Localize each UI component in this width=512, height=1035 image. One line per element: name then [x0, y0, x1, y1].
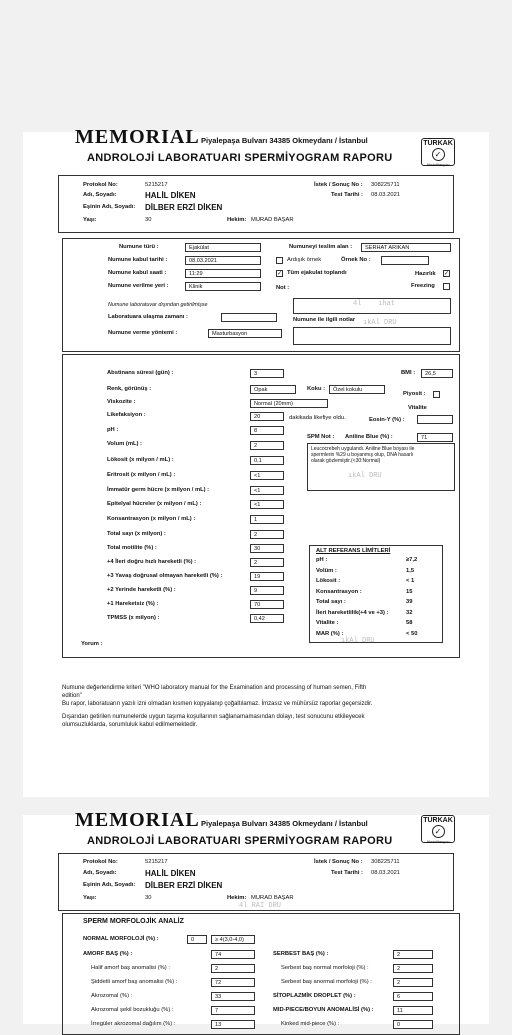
lokosit-label: Lökosit (x milyon / mL) : [107, 457, 174, 463]
patient-header-box [58, 175, 454, 233]
check-icon: ✓ [432, 825, 445, 838]
istek-label: İstek / Sonuç No : [314, 182, 363, 188]
reference-value: 32 [406, 609, 413, 616]
morphology-box [62, 913, 460, 1035]
morphology-value: 13 [211, 1020, 255, 1029]
renk-field: Opak [250, 385, 296, 394]
bmi-field: 26,5 [421, 369, 453, 378]
likefaksiyon-label: Likefaksiyon : [107, 412, 146, 418]
volum-field: 2 [250, 441, 284, 450]
patient-header-box [58, 853, 454, 911]
disinda-note: Numune laboratuvar dışından getirilmişse [108, 302, 208, 308]
test-tarihi-label: Test Tarihi : [331, 870, 363, 876]
turkak-label: TÜRKAK [423, 140, 453, 147]
footer-line-1: Numune değerlendirme kriteri "WHO laboratory manual for the Examination and processing of human semen, Fifth [62, 685, 367, 691]
protokol-label: Protokol No: [83, 182, 118, 188]
ph-field: 8 [250, 426, 284, 435]
ilgili-notlar-field [293, 327, 451, 345]
footer-line-4: Dışarıdan getirilen numunelerde uygun taşıma koşullarının sağlanamamasından dolayı, test sonucunu etkileyecek [62, 714, 365, 720]
toplam-motilite-field: 30 [250, 544, 284, 553]
turu-field: Ejakülat [185, 243, 261, 252]
turu-label: Numune türü : [119, 244, 159, 250]
morphology-value: 2 [393, 964, 433, 973]
volum-label: Volum (mL) : [107, 441, 142, 447]
verilme-label: Numune verilme yeri : [108, 283, 169, 289]
reference-limits-box [309, 545, 443, 643]
morphology-label: Şiddetli amorf baş anomalisi (%) : [91, 979, 178, 985]
es-label: Eşinin Adı, Soyadı: [83, 204, 136, 210]
morphology-value: 0 [393, 1020, 433, 1029]
reference-value: 1,5 [406, 567, 415, 574]
tum-ejakulat-checkbox[interactable]: ✓ [277, 271, 283, 277]
protokol-label: Protokol No: [83, 859, 118, 865]
reference-value: ≥7,2 [406, 557, 418, 563]
konsantrasyon-field: 1 [250, 515, 284, 524]
kabul-saati-label: Numune kabul saati : [108, 270, 167, 276]
likefaksiyon-field: 20 [250, 412, 284, 421]
spouse-name: DİLBER ERZİ DİKEN [145, 203, 223, 212]
yerinde-field: 9 [250, 586, 284, 595]
adsoyad-label: Adı, Soyadı: [83, 870, 117, 876]
kabul-tarihi-field: 08.03.2021 [185, 256, 261, 265]
reference-value: < 50 [406, 630, 418, 637]
reference-label: Vitalite : [316, 620, 339, 626]
yavas-label: +3 Yavaş doğrusal olmayan hareketli (%) : [107, 573, 223, 579]
kabul-saati-field: 11:29 [185, 269, 261, 278]
aniline-label: Aniline Blue (%) : [345, 434, 393, 440]
istek-value: 308225711 [371, 859, 400, 865]
yontem-field: Masturbasyon [208, 329, 282, 338]
yerinde-label: +2 Yerinde hareketli (%) : [107, 587, 176, 593]
turkak-badge [421, 815, 455, 843]
piyosit-checkbox[interactable] [433, 391, 440, 398]
morphology-value: 2 [393, 978, 433, 987]
reference-label: Konsantrasyon : [316, 588, 362, 595]
adsoyad-label: Adı, Soyadı: [83, 192, 117, 198]
piyosit-label: Piyosit : [403, 391, 426, 397]
freezing-label: Freezing [411, 283, 435, 289]
toplam-motilite-label: Total motilite (%) : [107, 545, 157, 551]
viskozite-label: Viskozite : [107, 399, 136, 405]
stamp-mark: 4l ıhat [353, 300, 396, 308]
normal-morfoloji-label: NORMAL MORFOLOJİ (%) : [83, 936, 159, 942]
yas-value: 30 [145, 895, 152, 901]
morphology-label: AMORF BAŞ (%) : [83, 951, 133, 957]
yavas-field: 19 [250, 572, 284, 581]
viskozite-field: Normal (20mm) [250, 399, 328, 408]
patient-name: HALİL DİKEN [145, 869, 196, 878]
ph-label: pH : [107, 427, 119, 433]
istek-value: 308225711 [371, 182, 400, 188]
morphology-value: 2 [211, 964, 255, 973]
test-tarihi-value: 08.03.2021 [371, 870, 401, 876]
memorial-logo: MEMORIAL [75, 126, 200, 148]
morphology-title: SPERM MORFOLOJİK ANALİZ [83, 918, 184, 925]
morphology-label: Serbest baş anormal morfoloji (%) : [281, 979, 372, 985]
koku-field: Özel kokulu [329, 385, 385, 394]
morphology-value: 72 [211, 978, 255, 987]
freezing-checkbox[interactable] [443, 283, 450, 290]
hospital-address: Piyalepaşa Bulvarı 34385 Okmeydanı / İstanbul [201, 819, 368, 828]
results-box [62, 354, 460, 658]
kabul-tarihi-label: Numune kabul tarihi : [108, 257, 168, 263]
morphology-value: 74 [211, 950, 255, 959]
reference-label: MAR (%) : [316, 630, 344, 637]
reference-label: Volüm : [316, 567, 337, 574]
report-title: ANDROLOJİ LABORATUARI SPERMİYOGRAM RAPORU [87, 152, 393, 164]
morphology-value: 7 [211, 1006, 255, 1015]
morphology-label: SERBEST BAŞ (%) : [273, 951, 329, 957]
morphology-label: İrregüler akrozomal dağılım (%) : [91, 1021, 176, 1027]
es-label: Eşinin Adı, Soyadı: [83, 882, 136, 888]
test-tarihi-value: 08.03.2021 [371, 192, 401, 198]
immatur-label: İmmatür germ hücre (x milyon / mL) : [107, 487, 210, 493]
ardisik-label: Ardışık örnek [287, 257, 322, 263]
report-page-2 [23, 809, 489, 1028]
footer-line-2: edition" [62, 693, 82, 699]
teslim-label: Numuneyi teslim alan : [289, 244, 353, 250]
ileri-hizli-field: 2 [250, 558, 284, 567]
immatur-field: <1 [250, 486, 284, 495]
yorum-label: Yorum : [81, 641, 103, 647]
normal-morfoloji-field: 0 [187, 935, 207, 944]
reference-label: pH : [316, 557, 328, 563]
dakika-label: dakikada likefiye oldu. [289, 415, 346, 421]
vitalite-label: Vitalite [408, 405, 427, 411]
lokosit-field: 0,1 [250, 456, 284, 465]
ulasma-field [221, 313, 277, 322]
reference-value: 15 [406, 588, 413, 595]
morphology-label: Halif amorf baş anomalisi (%) : [91, 965, 170, 971]
yontem-label: Numune verme yöntemi : [108, 330, 178, 336]
ilgili-notlar-label: Numune ile ilgili notlar [293, 317, 356, 323]
epitelyal-label: Epitelyal hücreler (x milyon / mL) : [107, 501, 202, 507]
ornek-no-field [381, 256, 429, 265]
reference-title: ALT REFERANS LİMİTLERİ [316, 548, 391, 554]
ornek-no-label: Örnek No : [341, 257, 371, 263]
not-label: Not : [276, 285, 290, 291]
badge-sub: Akreditasyon [426, 839, 450, 844]
eritrosit-label: Eritrosit (x milyon / mL) : [107, 472, 176, 478]
ileri-hizli-label: +4 İleri doğru hızlı hareketli (%) : [107, 559, 197, 565]
morphology-value: 2 [393, 950, 433, 959]
tpmss-field: 0,42 [250, 614, 284, 623]
epitelyal-field: <1 [250, 500, 284, 509]
spm-note-line-3: olarak gözlemiştir.(<30:Normal) [311, 458, 381, 464]
morphology-value: 6 [393, 992, 433, 1001]
stamp-mark: ıkAl DRU [348, 472, 382, 480]
ardisik-checkbox[interactable] [276, 257, 283, 264]
morphology-label: SİTOPLAZMİK DROPLET (%) : [273, 993, 356, 999]
abstinans-label: Abstinans süresi (gün) : [107, 370, 174, 376]
footer-line-5: olumsuzluklarda, sorumluluk kabul edilmemektedir. [62, 722, 198, 728]
hekim-value: MURAD BAŞAR [251, 895, 294, 901]
toplam-sayi-label: Total sayı (x milyon) : [107, 531, 166, 537]
morphology-label: Kinked mid-piece (%) : [281, 1021, 340, 1027]
bmi-label: BMI : [401, 370, 416, 376]
hareketsiz-field: 70 [250, 600, 284, 609]
check-icon: ✓ [432, 148, 445, 161]
aniline-field: 71 [417, 433, 453, 442]
protokol-value: 5215217 [145, 182, 168, 188]
normal-morfoloji-ref: ≥ 4(3,0-4,0) [211, 935, 255, 944]
memorial-logo: MEMORIAL [75, 809, 200, 831]
hekim-label: Hekim: [227, 217, 247, 223]
hazirlik-label: Hazırlık [415, 271, 436, 277]
tum-ejakulat-label: Tüm ejakulat toplandı [287, 270, 347, 276]
reference-label: İleri hareketlilik(+4 ve +3) : [316, 609, 389, 616]
eritrosit-field: <1 [250, 471, 284, 480]
morphology-label: MID-PIECE/BOYUN ANOMALİSİ (%) : [273, 1007, 374, 1013]
spm-note-line-1: Leucocrebeh uygulandı. Aniline Blue boyası ile [311, 446, 415, 452]
footer-line-3: Bu rapor, laboratuarın yazılı izni olmadan kısmen kopyalanıp çoğaltılamaz. İmzasız ve mühürsüz raporlar geçersizdir. [62, 701, 373, 707]
stamp-mark: 4l RAI DRU [239, 902, 282, 910]
spm-note-line-2: spermlerin %29 u boyanmış olup, DNA hasarlı [311, 452, 414, 458]
stamp-mark: ıkAl DRU [363, 319, 397, 327]
ulasma-label: Laboratuara ulaşma zamanı : [108, 314, 188, 320]
yas-label: Yaşı: [83, 895, 97, 901]
reference-value: 39 [406, 599, 413, 605]
morphology-label: Serbest baş normal morfoloji (%) : [281, 965, 369, 971]
morphology-value: 33 [211, 992, 255, 1001]
turkak-badge [421, 138, 455, 166]
morphology-label: Akrozomal (%) : [91, 993, 133, 999]
reference-label: Lökosit : [316, 578, 341, 584]
patient-name: HALİL DİKEN [145, 191, 196, 200]
istek-label: İstek / Sonuç No : [314, 859, 363, 865]
sample-info-box [62, 238, 460, 352]
spouse-name: DİLBER ERZİ DİKEN [145, 881, 223, 890]
eozin-field [417, 415, 453, 424]
yas-label: Yaşı: [83, 217, 97, 223]
morphology-label: Akrozomal şekil bozukluğu (%) : [91, 1007, 174, 1013]
hareketsiz-label: +1 Hareketsiz (%) : [107, 601, 159, 607]
reference-value: 58 [406, 620, 413, 626]
stamp-mark: ıkAl DRU [341, 637, 375, 645]
toplam-sayi-field: 2 [250, 530, 284, 539]
reference-label: Total sayı : [316, 599, 346, 605]
hekim-label: Hekim: [227, 895, 247, 901]
verilme-field: Klinik [185, 282, 261, 291]
abstinans-field: 3 [250, 369, 284, 378]
konsantrasyon-label: Konsantrasyon (x milyon / mL) : [107, 516, 196, 522]
teslim-field: SERHAT ARIKAN [361, 243, 451, 252]
report-page-1 [23, 126, 489, 797]
renk-label: Renk, görünüş : [107, 386, 152, 392]
morphology-value: 11 [393, 1006, 433, 1015]
hekim-value: MURAD BAŞAR [251, 217, 294, 223]
badge-sub: Akreditasyon [426, 162, 450, 167]
koku-label: Koku : [307, 386, 326, 392]
hazirlik-checkbox[interactable]: ✓ [444, 271, 450, 277]
test-tarihi-label: Test Tarihi : [331, 192, 363, 198]
protokol-value: 5215217 [145, 859, 168, 865]
tpmss-label: TPMSS (x milyon) : [107, 615, 160, 621]
spm-note-box [307, 443, 455, 491]
reference-value: < 1 [406, 578, 415, 584]
turkak-label: TÜRKAK [423, 817, 453, 824]
report-title: ANDROLOJİ LABORATUARI SPERMİYOGRAM RAPORU [87, 835, 393, 847]
yas-value: 30 [145, 217, 152, 223]
hospital-address: Piyalepaşa Bulvarı 34385 Okmeydanı / İstanbul [201, 136, 368, 145]
eozin-label: Eosin-Y (%) : [369, 417, 405, 423]
spm-label: SPM Not : [307, 434, 335, 440]
